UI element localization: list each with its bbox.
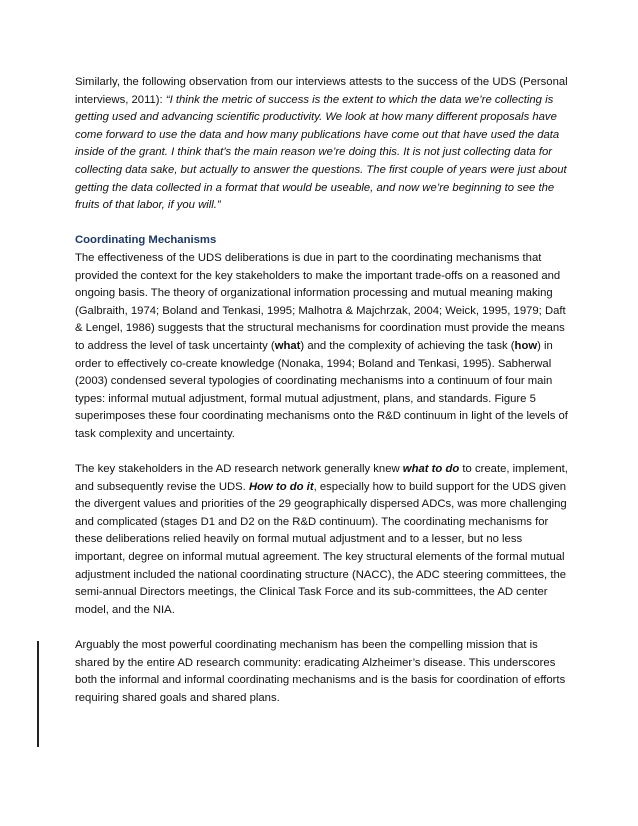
coordination-text-a: The effectiveness of the UDS deliberations is due in part to the coordinating mechanisms that provided the context for the key stakeholders to make the important trade-offs on a reasoned and ongoing basis. The theory of organizational information processing and mutual meaning making (Galbraith, 1974; Boland and Tenkasi, 1995; Malhotra & Majchrzak, 2004; Weick, 1995, 1979; Daft & Lengel, 1986) suggests that the structural mechanisms for coordination must provide the means to address the level of task uncertainty (: [75, 251, 566, 352]
coordination-text-b: ) and the complexity of achieving the task (: [300, 339, 515, 352]
what-to-do-emphasis: what to do: [402, 463, 460, 476]
section-heading: Coordinating Mechanisms: [75, 234, 217, 247]
stakeholders-text-a: The key stakeholders in the AD research network generally knew: [75, 463, 403, 476]
how-emphasis: how: [514, 339, 538, 352]
stakeholders-paragraph: [75, 461, 575, 619]
interview-quote: “I think the metric of success is the extent to which the data we’re collecting is getting used and advancing scientific productivity. We look at how many different proposals have come forward to use the data and how many publications have come out that have used the data inside of the grant. I think that’s the main reason we’re doing this. It is not just collecting data for collecting data sake, but actually to answer the questions. The first couple of years were just about getting the data collected in a format that would be useable, and now we’re beginning to see the fruits of that labor, if you will.”: [75, 93, 567, 212]
what-emphasis: what: [274, 339, 301, 352]
stakeholders-text-c: , especially how to build support for the UDS given the divergent values and priorities of the 29 geographically dispersed ADCs, was more challenging and complicated (stages D1 and D2 on the R&D continuum). The coordinating mechanisms for these deliberations relied heavily on formal mutual adjustment and to a lesser, but no less important, degree on informal mutual agreement. The key structural elements of the formal mutual adjustment included the national coordinating structure (NACC), the ADC steering committees, the semi-annual Directors meetings, the Clinical Task Force and its sub-committees, the AD center model, and the NIA.: [75, 480, 567, 616]
how-to-do-it-emphasis: How to do it: [248, 480, 314, 493]
interview-intro: Similarly, the following observation from our interviews attests to the success of the UDS (Personal interviews, 2011):: [75, 76, 568, 106]
stakeholders-text-b: to create, implement, and subsequently revise the UDS.: [75, 463, 568, 493]
coordination-text-c: ) in order to effectively co-create knowledge (Nonaka, 1994; Boland and Tenkasi, 1995). Sabherwal (2003) condensed several typologies of coordinating mechanisms into a continuum of four main types: informal mutual adjustment, formal mutual adjustment, plans, and standards. Figure 5 superimposes these four coordinating mechanisms onto the R&D continuum in light of the levels of task complexity and uncertainty.: [75, 339, 568, 440]
document-body: [75, 74, 575, 707]
coordination-paragraph: [75, 250, 575, 444]
mission-paragraph: Arguably the most powerful coordinating mechanism has been the compelling mission that is shared by the entire AD research community: eradicating Alzheimer’s disease. This underscores both the informal and informal coordinating mechanisms and is the basis for coordination of efforts requiring shared goals and shared plans.: [75, 639, 566, 704]
margin-rule: [37, 641, 39, 747]
interview-paragraph: [75, 74, 575, 215]
